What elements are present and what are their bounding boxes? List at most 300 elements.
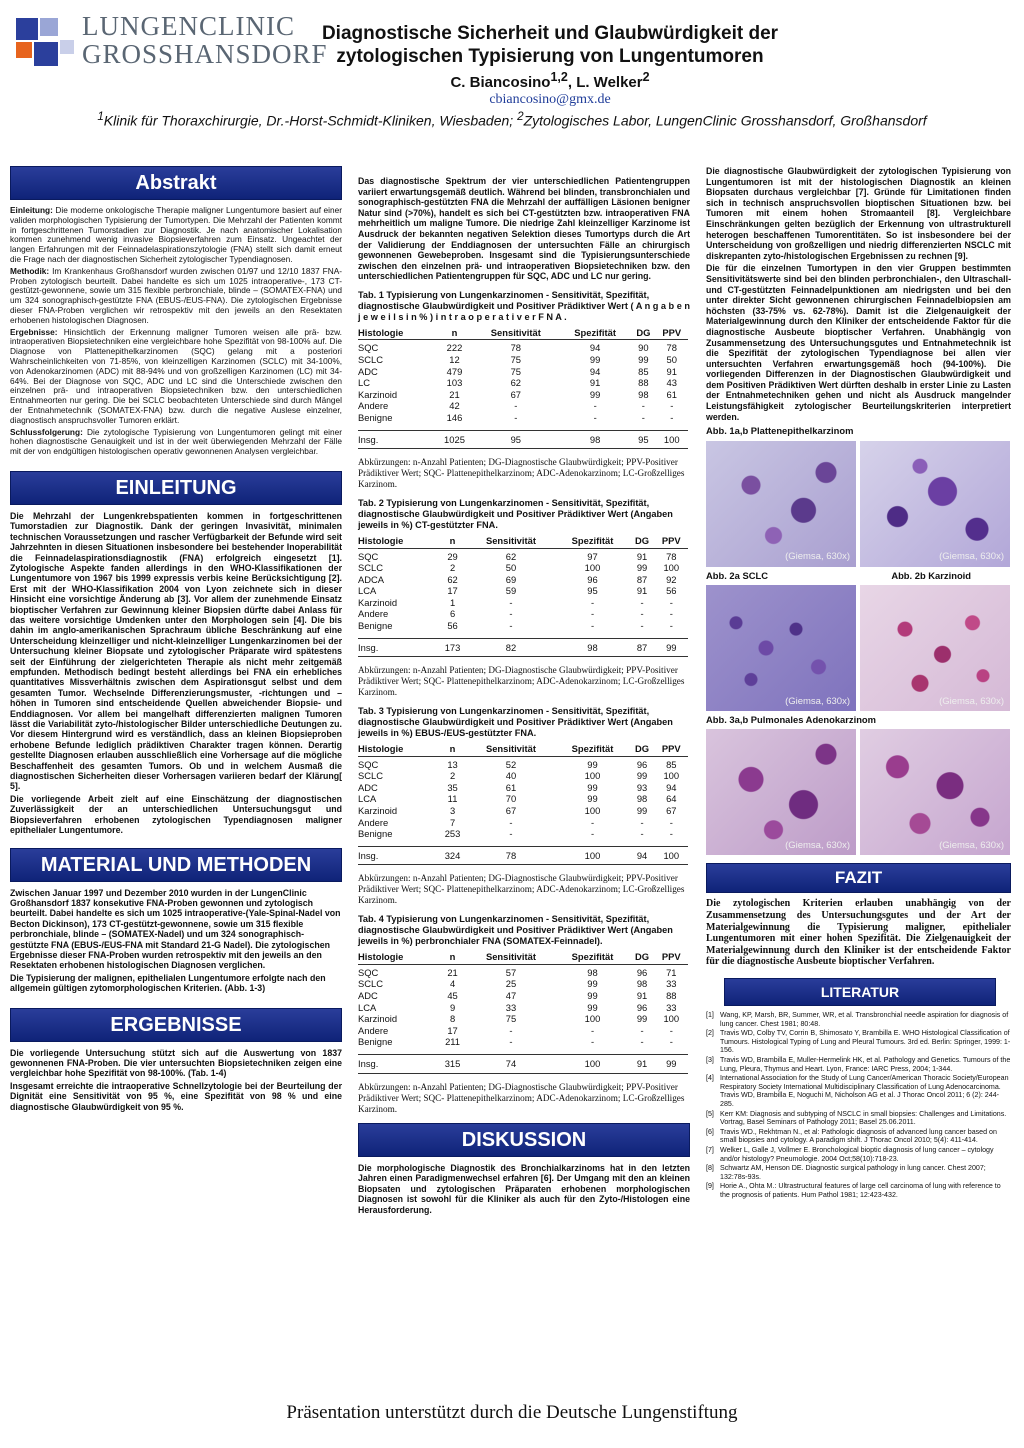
table-cell: 479 [446, 365, 463, 377]
table-cell: 93 [636, 781, 648, 793]
literatur-heading: LITERATUR [724, 978, 996, 1006]
table-row [358, 770, 688, 782]
table-header-cell: Histologie [358, 535, 439, 548]
table-cell: 99 [636, 770, 648, 782]
table-total-row [358, 430, 688, 449]
table-cell: 78 [466, 846, 555, 865]
table-cell: Insg. [358, 638, 439, 657]
table-cell: 94 [666, 781, 677, 793]
table-cell: 99 [636, 805, 648, 817]
table-cell: 21 [439, 964, 467, 978]
table-header-cell: Sensitivität [466, 535, 555, 548]
table-cell: - [590, 620, 595, 632]
methoden-text [10, 888, 342, 994]
table-4-abbreviations: Abkürzungen: n-Anzahl Patienten; DG-Diagnostische Glaubwürdigkeit; PPV-Positiver Prädiktiver Wert; SQC- Plattenepithelkarzinom; ADC-Adenokarzinom; LC-Großzelliges Karzinom. [358, 1081, 685, 1114]
table-cell: 59 [505, 585, 517, 597]
table-cell: 94 [559, 340, 631, 354]
results-intro: Das diagnostische Spektrum der vier unterschiedlichen Patientengruppen variiert erwartungsgemäß deutlich. Während bei blinden, transbronchialen und sonographisch-gestützten FNA die Mehrzahl der auffälligen Läsionen benigner Natur sind (>70%), handelt es sich bei CT-gestützten bzw. intraoperativen FNA mehrheitlich um maligne Tumore. Die niedrige Zahl kleinzelliger Karzinome ist Ausdruck der bekannten negativen Selektion dieses Tumortyps durch die Art der Validierung der Enddiagnosen der untersuchten Fälle an chirurgisch gewonnenen Gewebeproben. Insgesamt sind die Typisierungsunterschiede zwischen den einzelnen prä- und intraoperativen Biopsietechniken bzw. den unterschiedlichen Patientengruppen für SQC, ADC und LC nur gering. [358, 176, 690, 282]
abstract-text [10, 206, 342, 457]
table-cell: - [590, 608, 595, 620]
table-cell: - [640, 596, 644, 608]
table-header-cell: Sensitivität [473, 327, 560, 340]
table-cell: - [669, 596, 673, 608]
table-3-abbreviations: Abkürzungen: n-Anzahl Patienten; DG-Diagnostische Glaubwürdigkeit; PPV-Positiver Prädiktiver Wert; SQC- Plattenepithelkarzinom; ADC-Adenokarzinom; LC-Großzelliges Karzinom. [358, 873, 685, 906]
figure-2b-image [860, 585, 1010, 711]
table-cell: 70 [505, 793, 517, 805]
reference-text: International Association for the Study of Lung Cancer/American Thoracic Society/European Respiratory Society International Multidisciplinary Classification of Lung Adenocarcinoma. Travis WD, Brambilla E, Noguchi M, Nicholson AG et al. J Thorac Oncol 2011; 6 (2): 244-285. [720, 1074, 1009, 1108]
table-cell: 11 [447, 793, 458, 805]
reference-item [706, 1164, 1011, 1181]
table-1-caption: Tab. 1 Typisierung von Lungenkarzinomen - Sensitivität, Spezifität, diagnostische Glaubwürdigkeit und Positiver Prädiktiver Wert ( A n g a b e n j e w e i l s i n % ) i n t r a o p e r a t i v e r F N A . [358, 289, 691, 322]
table-cell: - [509, 1024, 513, 1036]
table-row [358, 978, 688, 990]
table-row [358, 597, 688, 609]
poster-authors [290, 70, 810, 91]
table-row [358, 366, 688, 378]
table-row [358, 548, 688, 562]
logo-line2: GROSSHANSDORF [82, 39, 328, 69]
table-cell: 100 [584, 562, 601, 574]
figure-1a-image [706, 441, 856, 567]
table-cell: 100 [663, 770, 680, 782]
logo-squares-icon [12, 16, 82, 72]
abstract-label-einleitung: Einleitung: [10, 205, 53, 215]
table-cell: 45 [447, 990, 458, 1001]
table-cell: 96 [636, 1001, 648, 1013]
table-cell: 146 [446, 411, 463, 423]
table-cell: - [669, 1036, 673, 1048]
abstract-heading: Abstrakt [10, 166, 342, 200]
table-cell: 173 [439, 638, 467, 657]
table-cell: 99 [587, 1001, 598, 1013]
table-cell: 92 [666, 573, 677, 585]
table-row [358, 1025, 688, 1037]
table-header-cell: Spezifität [555, 535, 629, 548]
table-cell: 25 [505, 978, 517, 990]
table-cell: - [514, 411, 518, 423]
table-cell: Andere [358, 608, 389, 620]
table-cell: - [509, 608, 513, 620]
table-cell: 99 [636, 562, 648, 574]
table-cell: - [590, 816, 595, 828]
table-cell: SCLC [358, 562, 384, 574]
poster-title: Diagnostische Sicherheit und Glaubwürdigkeit der zytologischen Typisierung von Lungentumoren [321, 23, 779, 67]
fazit-heading: FAZIT [706, 863, 1011, 893]
table-cell: - [640, 816, 644, 828]
figure-1-row [706, 441, 1011, 567]
table-header-cell: PPV [655, 951, 688, 964]
reference-number: [6] [706, 1127, 714, 1136]
table-header-cell: DG [630, 535, 655, 548]
table-cell: 1025 [436, 430, 472, 449]
table-cell: Benigne [358, 411, 393, 423]
poster-affiliations [0, 110, 1024, 129]
table-cell: 324 [439, 846, 467, 865]
reference-item [706, 1011, 1011, 1028]
table-row [358, 1036, 688, 1048]
table-cell: - [590, 828, 595, 840]
reference-item [706, 1128, 1011, 1145]
table-row [358, 817, 688, 829]
table-cell: - [669, 1024, 673, 1036]
table-cell: - [593, 400, 597, 412]
table-cell: - [509, 596, 513, 608]
diskussion-p3: Die für die einzelnen Tumortypen in den vier Gruppen bestimmten Sensitivitätswerte sind bei den blinden perbronchialen-, den Ultraschall- und CT-gestützten Feinnadelpunktionen am niedrigsten und bei den unter direkter Sicht gewonnenen chirurgischen Feinnadelbiopsien am höchsten (33-75% vs. 62-78%). Damit ist die Zielgenauigkeit der Materialgewinnung durch den Kliniker der entscheidende Faktor für die diagnostische Ausbeute bioptischer Verfahren. Unabhängig von Zusammensetzung des Untersuchungsgutes und Entnahmetechnik ist die Spezifität der zytologischen Typendiagnose bei allen vier untersuchten Verfahren erwartungsgemäß hoch (94-100%). Die vorliegenden Differenzen in der Diagnostischen Glaubwürdigkeit und dem Positiven Prädiktiven Wert dürften deshalb in erster Linie zu Lasten der Entnahmetechniken gehen und nicht als Ausdruck mangelnder Leistungsfähigkeit zytologischer Beurteilungskriterien interpretiert werden. [706, 263, 1011, 422]
table-cell: 50 [505, 562, 517, 574]
table-cell: 78 [656, 340, 688, 354]
table-total-row [358, 1054, 688, 1073]
table-cell: 13 [439, 756, 467, 770]
table-cell: - [640, 608, 644, 620]
table-cell: 33 [505, 1001, 517, 1013]
reference-text: Travis WD., Rekhtman N., et al: Pathologic diagnosis of advanced lung cancer based on small biopsies and cytology. A paradigm shift. J Thorac Oncol 2010; 5(4): 411-414. [720, 1127, 997, 1145]
table-row [358, 990, 688, 1002]
table-cell: - [670, 400, 674, 412]
table-header-cell: n [439, 535, 467, 548]
reference-number: [1] [706, 1011, 714, 1020]
einleitung-heading: EINLEITUNG [10, 471, 342, 505]
ergebnisse-heading: ERGEBNISSE [10, 1008, 342, 1042]
table-cell: 64 [666, 793, 677, 805]
table-cell: 98 [555, 964, 629, 978]
diskussion-text: Die morphologische Diagnostik des Bronchialkarzinoms hat in den letzten Jahren einen Paradigmenwechsel erfahren [6]. Der Umgang mit den an kleinen Biopsaten und zytologischen Präparaten erhobenen morphologischen Diagnosen ist sowohl für die Kliniker als auch für den Zyto-/Histologen eine Herausforderung. [358, 1162, 690, 1215]
figure-2a-stain: (Giemsa, 630x) [785, 695, 850, 707]
table-row [358, 377, 688, 389]
figure-3a-image [706, 729, 856, 855]
poster-header [0, 0, 1024, 140]
table-cell: 100 [663, 1013, 680, 1025]
figure-3b-stain: (Giemsa, 630x) [939, 840, 1004, 852]
author-2: L. Welker [576, 74, 643, 91]
author-1: C. Biancosino [450, 74, 551, 91]
table-cell: 99 [636, 1013, 648, 1025]
abstract-label-schluss: Schlussfolgerung: [10, 426, 83, 437]
table-cell: 91 [589, 377, 601, 389]
table-header-cell: DG [631, 327, 655, 340]
table-cell: 88 [638, 377, 649, 389]
figure-1-caption: Abb. 1a,b Plattenepithelkarzinom [706, 425, 854, 437]
table-total-row [358, 846, 688, 865]
figure-3a-stain: (Giemsa, 630x) [785, 840, 850, 852]
table-cell: Benigne [358, 828, 393, 840]
table-cell: ADC [358, 781, 378, 793]
methoden-heading: MATERIAL UND METHODEN [10, 848, 342, 882]
table-cell: 100 [655, 846, 688, 865]
table-header-row [358, 327, 688, 340]
table-cell: - [509, 828, 513, 840]
table-cell: - [669, 608, 673, 620]
table-cell: 67 [505, 805, 517, 817]
table-row [358, 574, 688, 586]
table-cell: 103 [446, 377, 463, 389]
reference-item [706, 1182, 1011, 1199]
reference-text: Travis WD, Colby TV, Corrin B, Shimosato Y, Brambilla E. WHO Histological Classification of Tumours. Histological Typing of Lung and Pleural Tumours. 3rd ed. Berlin: Springer, 1999: 1-156. [720, 1029, 1011, 1055]
table-cell: - [590, 1024, 595, 1036]
figure-2-captions [706, 567, 971, 585]
table-cell: 67 [510, 388, 522, 400]
table-cell: 35 [447, 781, 458, 793]
figure-1b-image [860, 441, 1010, 567]
diskussion-heading: DISKUSSION [358, 1123, 690, 1157]
table-cell: SQC [358, 756, 439, 770]
reference-list [706, 1011, 1011, 1199]
table-cell: Benigne [358, 620, 393, 632]
table-header-row [358, 743, 688, 756]
table-cell: - [640, 1036, 644, 1048]
table-cell: 99 [587, 793, 598, 805]
table-cell: 62 [466, 548, 555, 562]
table-row [358, 1013, 688, 1025]
abstract-methodik: Im Krankenhaus Großhansdorf wurden zwischen 01/97 und 12/10 1837 FNA-Proben zytologisch beurteilt. Dabei handelte es sich um 1025 intraoperative-, 173 CT-gestützt-gewonnene, sowie um 315 flexible perbronchiale, blinde – (SOMATEX-FNA) und um 324 sonographisch-gestützte FNA (EBUS-/EUS-FNA). Die zytologischen Ergebnisse dieser FNA-Proben verglichen wir retrospektiv mit den jeweils an den Resektaten erhobenen histologischen Diagnosen. [10, 265, 342, 325]
table-header-cell: Histologie [358, 327, 436, 340]
figure-1a-stain: (Giemsa, 630x) [785, 551, 850, 563]
table-header-cell: Histologie [358, 743, 439, 756]
abstract-label-ergebnisse: Ergebnisse: [10, 326, 58, 337]
table-cell: 87 [630, 638, 655, 657]
table-cell: 98 [636, 978, 648, 990]
column-left [10, 166, 342, 1114]
table-row [358, 756, 688, 770]
table-cell: 2 [449, 562, 456, 574]
reference-number: [7] [706, 1145, 714, 1154]
table-cell: 99 [638, 353, 649, 365]
table-header-cell: PPV [655, 743, 688, 756]
table-cell: 99 [587, 990, 598, 1001]
table-cell: 47 [505, 990, 517, 1001]
table-3 [358, 743, 688, 865]
reference-item [706, 1029, 1011, 1055]
table-header-cell: DG [630, 951, 655, 964]
figure-2b-stain: (Giemsa, 630x) [939, 695, 1004, 707]
diskussion-p2: Die diagnostische Glaubwürdigkeit der zytologischen Typisierung von Lungentumoren ist mit der histologischen Diagnostik an kleinen Biopsaten durchaus vergleichbar [7]. Gründe für Limitationen finden sich in technisch anspruchsvollen bioptischen Situationen bzw. bei Tumoren mit einem hohen Stromaanteil [8]. Vergleichbare Einschränkungen gelten bezüglich der Erkennung von ultrastrukturell heterogen beschaffenen Tumorentitäten. So ist insbesondere bei der Unterscheidung von großzelligen und niedrig differenzierten NSCLC mit diskrepanten zyto-/histologischen Ergebnissen zu rechnen [9]. [706, 166, 1011, 261]
table-cell: 57 [466, 964, 555, 978]
table-cell: 12 [449, 353, 460, 365]
table-cell: - [641, 400, 645, 412]
table-cell: 71 [655, 964, 688, 978]
table-cell: 9 [449, 1001, 456, 1013]
table-cell: SCLC [358, 353, 384, 365]
table-row [358, 1002, 688, 1014]
table-cell: 91 [630, 1054, 655, 1073]
table-row [358, 412, 688, 424]
table-cell: 100 [656, 430, 688, 449]
table-row [358, 562, 688, 574]
figure-3-caption: Abb. 3a,b Pulmonales Adenokarzinom [706, 714, 876, 726]
table-row [358, 340, 688, 354]
table-cell: 95 [473, 430, 560, 449]
reference-text: Welker L, Galle J, Vollmer E. Bronchological bioptic diagnosis of lung cancer – cytology and/or histology? Pneumologie. 2004 Oct;58(10):718-23. [720, 1145, 994, 1163]
ergebnisse-p1: Die vorliegende Untersuchung stützt sich auf die Auswertung von 1837 gewonnenen FNA-Proben. Die vier untersuchten Biopsietechniken zeigen eine vergleichbar hohe Spezifität von 98-100%. (Tab. 1-4) [10, 1047, 342, 1079]
table-cell: Karzinoid [358, 1013, 398, 1025]
table-cell: 211 [445, 1036, 461, 1048]
table-cell: 75 [510, 365, 522, 377]
table-cell: 91 [636, 990, 648, 1001]
table-cell: 99 [589, 388, 601, 400]
table-header-row [358, 951, 688, 964]
table-row [358, 828, 688, 840]
table-cell: 3 [449, 805, 456, 817]
table-cell: SQC [358, 548, 439, 562]
table-header-cell: n [439, 743, 467, 756]
table-row [358, 389, 688, 401]
table-cell: 91 [630, 548, 655, 562]
table-cell: - [640, 620, 644, 632]
reference-number: [9] [706, 1182, 714, 1191]
table-cell: 100 [555, 1054, 629, 1073]
table-row [358, 620, 688, 632]
table-cell: - [669, 828, 673, 840]
table-4-caption: Tab. 4 Typisierung von Lungenkarzinomen - Sensitivität, Spezifität, diagnostische Glaubwürdigkeit und Positiver Prädiktiver Wert (Angaben jeweils in %) perbronchialer FNA (SOMATEX-Feinnadel). [358, 914, 673, 947]
table-1-abbreviations: Abkürzungen: n-Anzahl Patienten; DG-Diagnostische Glaubwürdigkeit; PPV-Positiver Prädiktiver Wert; SQC- Plattenepithelkarzinom; ADC-Adenokarzinom; LC-Großzelliges Karzinom. [358, 457, 685, 490]
table-cell: - [593, 411, 597, 423]
table-cell: - [669, 620, 673, 632]
table-cell: 75 [505, 1013, 517, 1025]
table-header-cell: PPV [655, 535, 688, 548]
table-cell: 52 [466, 756, 555, 770]
table-header-cell: DG [630, 743, 655, 756]
table-header-cell: Spezifität [555, 743, 629, 756]
table-cell: 33 [666, 978, 677, 990]
reference-text: Travis WD, Brambilla E, Muller-Hermelink HK, et al. Pathology and Genetics. Tumours of the Lung, Pleura, Thymus and Heart. Lyon, France: IARC Press, 2004; 1-344. [720, 1056, 1011, 1073]
reference-number: [3] [706, 1056, 714, 1064]
table-header-cell: Spezifität [555, 951, 629, 964]
table-cell: 56 [666, 585, 677, 597]
table-cell: 67 [666, 805, 677, 817]
figure-3b-image [860, 729, 1010, 855]
author-email[interactable]: cbiancosino@gmx.de [489, 92, 611, 107]
author-2-sup: 2 [642, 70, 650, 84]
table-row [358, 805, 688, 817]
reference-number: [8] [706, 1164, 714, 1173]
table-row [358, 964, 688, 978]
table-cell: 253 [444, 828, 461, 840]
poster-footer: Präsentation unterstützt durch die Deutsche Lungenstiftung [286, 1402, 738, 1423]
table-row [358, 354, 688, 366]
table-row [358, 793, 688, 805]
einleitung-text [10, 511, 342, 836]
lungenclinic-logo [12, 11, 328, 74]
abstract-einleitung: Die moderne onkologische Therapie maligner Lungentumore basiert auf einer validen morphologischen Typisierung der Tumortypen. Die Mehrzahl der Patienten kommt in fortgeschrittenen Tumorstadien zur Diagnostik. Je nach anatomischer Lokalisation kommen zunehmend wenig invasive Biopsieverfahren zum Einsatz. Ungeachtet der langen Erfahrungen mit der Feinnadelaspirationszytologie (FNA) stellt sich damit erneut die Frage nach der diagnostischen Sicherheit zytologischer Typendiagnosen. [10, 205, 342, 264]
table-cell: Karzinoid [358, 388, 398, 400]
table-cell: 78 [655, 548, 688, 562]
table-cell: - [670, 411, 674, 423]
table-cell: 7 [449, 816, 456, 828]
table-cell: 99 [655, 638, 688, 657]
table-cell: LCA [358, 1001, 377, 1013]
table-cell: - [590, 596, 595, 608]
abstract-label-methodik: Methodik: [10, 265, 50, 276]
table-header-cell: PPV [656, 327, 688, 340]
table-cell: Andere [358, 1024, 389, 1036]
table-cell: 99 [555, 756, 629, 770]
table-cell: 90 [631, 340, 655, 354]
table-cell: 95 [587, 585, 598, 597]
table-header-cell: Sensitivität [466, 951, 555, 964]
methoden-p1: Zwischen Januar 1997 und Dezember 2010 wurden in der LungenClinic Großhansdorf 1837 konsekutive FNA-Proben gewonnen und zytologisch beurteilt. Dabei handelte es sich um 1025 intraoperative-(Yale-Spinal-Nadel von Becton Dickinson), 173 CT-gestützt-gewonnene, sowie um 315 flexible perbronchiale, blinde – (SOMATEX-Nadel) und um 324 sonographisch-gestützte FNA (EBUS-/EUS-FNA mit Standard 21-G Nadel). Die zytologischen Ergebnisse dieser FNA-Proben wurden retrospektiv mit den jeweils an den Resektaten erhobenen histologischen Diagnosen verglichen. [10, 887, 341, 971]
table-cell: 98 [638, 388, 649, 400]
table-cell: - [509, 620, 513, 632]
table-cell: 8 [449, 1013, 456, 1025]
table-cell: 17 [447, 1024, 458, 1036]
table-cell: 100 [663, 562, 680, 574]
ergebnisse-text [10, 1048, 342, 1112]
table-cell: 6 [449, 608, 456, 620]
figure-3-row [706, 729, 1011, 855]
table-cell: 100 [555, 846, 629, 865]
table-cell: SCLC [358, 978, 384, 990]
table-cell: 4 [449, 978, 456, 990]
table-cell: 98 [636, 793, 648, 805]
table-cell: 96 [630, 756, 655, 770]
table-cell: ADC [358, 365, 378, 377]
table-cell: 97 [555, 548, 629, 562]
table-cell: 61 [505, 781, 517, 793]
table-cell: 96 [630, 964, 655, 978]
table-total-row [358, 638, 688, 657]
table-cell: 62 [510, 377, 522, 389]
table-cell: 50 [666, 353, 677, 365]
table-cell: - [640, 828, 644, 840]
einleitung-p1: Die Mehrzahl der Lungenkrebspatienten kommen in fortgeschrittenen Tumorstadien zur Diagnostik. Dank der geringen Invasivität, minimalen technischen Voraussetzungen und rascher Verfügbarkeit der Befunde wird seit Jahrzehnten in diesen Situationen insbesondere bei bestehender Inoperabilität die Feinnadelaspirationsdiagnostik (FNA) erfolgreich eingesetzt [1]. Zytologische Aspekte fanden allerdings in den WHO-Klassifikationen der Lungentumore von 1967 bis 1999 expressis verbis keine Berücksichtigung [2]. Erst mit der WHO-Klassifikation 2004 von Lyon zeichnete sich in dieser Hinsicht eine vorsichtige Änderung ab [3]. Vor allem der zunehmende Einsatz bioptischer Verfahren zur Gewinnung kleiner Biopsien dürfte dabei Anlass für das weitere vorsichtige Umdenken unter den Morphologen sein [4]. Die bis dahin im anglo-amerikanischen Sprachraum übliche Beschränkung auf eine Unterscheidung kleinzelliger und nicht-kleinzelliger Lungenkarzinomen bei der Untersuchung kleiner Biopsate und zytologischer Präparate wird spätestens seit der Einführung der zielgerichteten Therapie als nicht mehr zeitgemäß empfunden. Methodisch bedingt besteht allerdings bei FNA ein erhebliches quantitatives Missverhältnis zwischen dem Aspirationsgut selbst und dem gesamten Tumor. Wechselnde Differenzierungsmuster, -richtungen und –höhen in Tumoren sind entscheidende Quellen abweichender Biopsie- und Enddiagnosen. Vor allem bei mangelhaft differenzierten malignen Tumoren lässt die Variabilität zyto-/histologischer Bilder unterschiedliche Deutungen zu. Vor diesem Hintergrund wird es verständlich, dass an kleinen Biopsieproben erhobene Befunde lediglich prädiktiven Charakter tragen können. Derartig gestellte Diagnosen erlauben ausschließlich eine Vorhersage auf die mögliche Beschaffenheit des gesamten Tumors. Ob und in welchem Ausmaß die diagnostischen Sicherheiten dieser Vorhersagen variieren bedarf der Klärung[ 5]. [10, 510, 342, 792]
table-2-caption: Tab. 2 Typisierung von Lungenkarzinomen - Sensitivität, Spezifität, diagnostische Glaubwürdigkeit und Positiver Prädiktiver Wert (Angaben jeweils in %) CT-gestützter FNA. [358, 498, 673, 531]
table-cell: Andere [358, 816, 389, 828]
reference-item [706, 1074, 1011, 1108]
affil-sup-2: 2 [517, 110, 524, 123]
figure-2a-image [706, 585, 856, 711]
table-row [358, 400, 688, 412]
reference-text: Wang, KP, Marsh, BR, Summer, WR, et al. Transbronchial needle aspiration for diagnosis of lung cancer. Chest 1981; 80:48. [720, 1011, 1009, 1028]
table-row [358, 608, 688, 620]
abstract-ergebnisse: Hinsichtlich der Erkennung maligner Tumoren weisen alle prä- bzw. intraoperativen Biopsietechniken eine vergleichbare hohe Spezifität von 98-100% auf. Die Diagnose von Plattenepithelkarzinomen (SQC) gelang mit a posteriori Wahrscheinlichkeiten von 71-85%, von kleinzelligen Karzinomen (SCLC) mit 34-100%, von Adenokarzinomen (ADC) mit 88-94% und von großzelligen Karzinomen (LC) mit 34-64%. Bei der Diagnose von SQC, ADC und LC sind die Unterschiede zwischen den einzelnen prä- und intraoperativen Biopsietechniken bzw. den unterschiedlichen Entnahmeorten nur gering. Die bei SCLC beobachteten Unterschiede sind durch Mängel der Entnahmetechnik (SOMATEX-FNA) bzw. durch die negative Auslese einzelner, diagnostisch anspruchsvoller Tumoren erklärt. [10, 326, 342, 425]
table-cell: 85 [655, 756, 688, 770]
table-header-cell: Spezifität [559, 327, 631, 340]
table-cell: 94 [589, 365, 601, 377]
abstract-schlussfolgerung: Die zytologische Typisierung von Lungentumoren gelingt mit einer hohen diagnostische Genauigkeit und ist in der weit überwiegenden Mehrzahl der Fälle mit der von endgültigen histologischen operativ gewonnenen Analysen vergleichbar. [10, 426, 342, 457]
table-header-cell: n [436, 327, 472, 340]
table-cell: 91 [666, 365, 677, 377]
table-cell: 222 [436, 340, 472, 354]
reference-item [706, 1056, 1011, 1073]
table-cell: 315 [439, 1054, 467, 1073]
table-cell: 42 [449, 400, 460, 412]
table-cell: Insg. [358, 846, 439, 865]
table-cell: ADCA [358, 573, 385, 585]
table-cell: 87 [636, 573, 648, 585]
affiliation-2: Zytologisches Labor, LungenClinic Grosshansdorf, Großhansdorf [523, 112, 927, 129]
reference-number: [5] [706, 1109, 714, 1118]
table-cell: 85 [638, 365, 649, 377]
table-header-cell: Histologie [358, 951, 439, 964]
table-cell: 43 [666, 377, 677, 389]
table-cell: 74 [466, 1054, 555, 1073]
fazit-text: Die zytologischen Kriterien erlauben unabhängig von der Zusammensetzung des Untersuchungsgutes und der Art der Materialgewinnung die Typisierung maligner, epithelialer Lungentumoren mit einer hohen Spezifität. Die Zielgenauigkeit der Materialgewinnung durch den Kliniker ist der entscheidende Faktor für die diagnostische Ausbeute bioptischer Verfahren. [706, 898, 1011, 968]
table-cell: - [514, 400, 518, 412]
table-cell: - [590, 1036, 595, 1048]
table-cell: 98 [555, 638, 629, 657]
table-cell: 62 [447, 573, 458, 585]
table-row [358, 585, 688, 597]
table-cell: 75 [510, 353, 522, 365]
table-header-cell: Sensitivität [466, 743, 555, 756]
table-cell: Karzinoid [358, 596, 398, 608]
table-cell: Andere [358, 400, 389, 412]
affiliation-1: Klinik für Thoraxchirurgie, Dr.-Horst-Schmidt-Kliniken, Wiesbaden; [103, 112, 518, 129]
diskussion-continued [706, 166, 1011, 422]
table-cell: SQC [358, 340, 436, 354]
ergebnisse-p2: Insgesamt erreichte die intraoperative Schnellzytologie bei der Beurteilung der Dignität eine Sensitivität von 95 %, eine Spezifität von 98 % und eine diagnostische Glaubwürdigkeit von 95 %. [10, 1080, 342, 1112]
table-cell: 61 [666, 388, 677, 400]
table-cell: 78 [473, 340, 560, 354]
